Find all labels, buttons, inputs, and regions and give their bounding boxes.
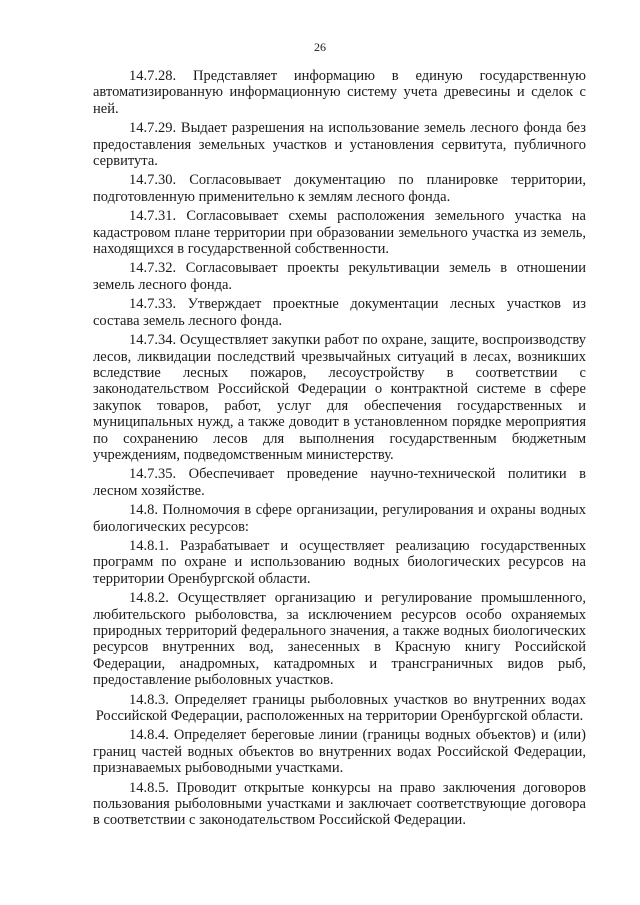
paragraph-14-8-2: 14.8.2. Осуществляет организацию и регулирование промышленного, любительского рыболовства, за исключением ресурсов особо охраняемых природных территорий федерального значения, а также водных биологических ресурсов внутренних вод, занесенных в Красную книгу Российской Федерации, анадромных, катадромных и трансграничных видов рыб, предоставление рыболовных участков. [93,590,586,689]
paragraph-14-7-32: 14.7.32. Согласовывает проекты рекультивации земель в отношении земель лесного фонда. [93,260,586,293]
paragraph-14-7-34: 14.7.34. Осуществляет закупки работ по охране, защите, воспроизводству лесов, ликвидации последствий чрезвычайных ситуаций в лесах, возникших вследствие лесных пожаров, лесоустройству в соответствии с законодательством Российской Федерации о контрактной системе в сфере закупок товаров, работ, услуг для обеспечения государственных и муниципальных нужд, а также доводит в установленном порядке мероприятия по сохранению лесов для выполнения государственным бюджетным учреждениям, подведомственным министерству. [93,332,586,463]
paragraph-14-7-35: 14.7.35. Обеспечивает проведение научно-технической политики в лесном хозяйстве. [93,466,586,499]
section-heading-14-8: 14.8. Полномочия в сфере организации, регулирования и охраны водных биологических ресурсов: [93,502,586,535]
paragraph-14-7-28: 14.7.28. Представляет информацию в единую государственную автоматизированную информационную систему учета древесины и сделок с ней. [93,68,586,117]
paragraph-14-8-3: 14.8.3. Определяет границы рыболовных участков во внутренних водах Российской Федерации, расположенных на территории Оренбургской области. [95,691,586,725]
paragraph-14-8-5: 14.8.5. Проводит открытые конкурсы на право заключения договоров пользования рыболовными участками и заключает соответствующие договора в соответствии с законодательством Российской Федерации. [93,779,586,829]
paragraph-14-7-29: 14.7.29. Выдает разрешения на использование земель лесного фонда без предоставления земельных участков и установления сервитута, публичного сервитута. [93,120,586,170]
paragraph-14-7-30: 14.7.30. Согласовывает документацию по планировке территории, подготовленную применительно к землям лесного фонда. [93,172,586,205]
paragraph-14-7-33: 14.7.33. Утверждает проектные документации лесных участков из состава земель лесного фонда. [93,296,586,329]
paragraph-14-7-31: 14.7.31. Согласовывает схемы расположения земельного участка на кадастровом плане территории при образовании земельного участка из земель, находящихся в государственной собственности. [93,208,586,258]
document-body [93,68,586,829]
paragraph-14-8-1: 14.8.1. Разрабатывает и осуществляет реализацию государственных программ по охране и использованию водных биологических ресурсов на территории Оренбургской области. [93,537,586,587]
paragraph-14-8-4: 14.8.4. Определяет береговые линии (границы водных объектов) и (или) границ частей водных объектов во внутренних водах Российской Федерации, признаваемых рыбоводными участками. [93,727,586,777]
page-number: 26 [314,40,326,54]
